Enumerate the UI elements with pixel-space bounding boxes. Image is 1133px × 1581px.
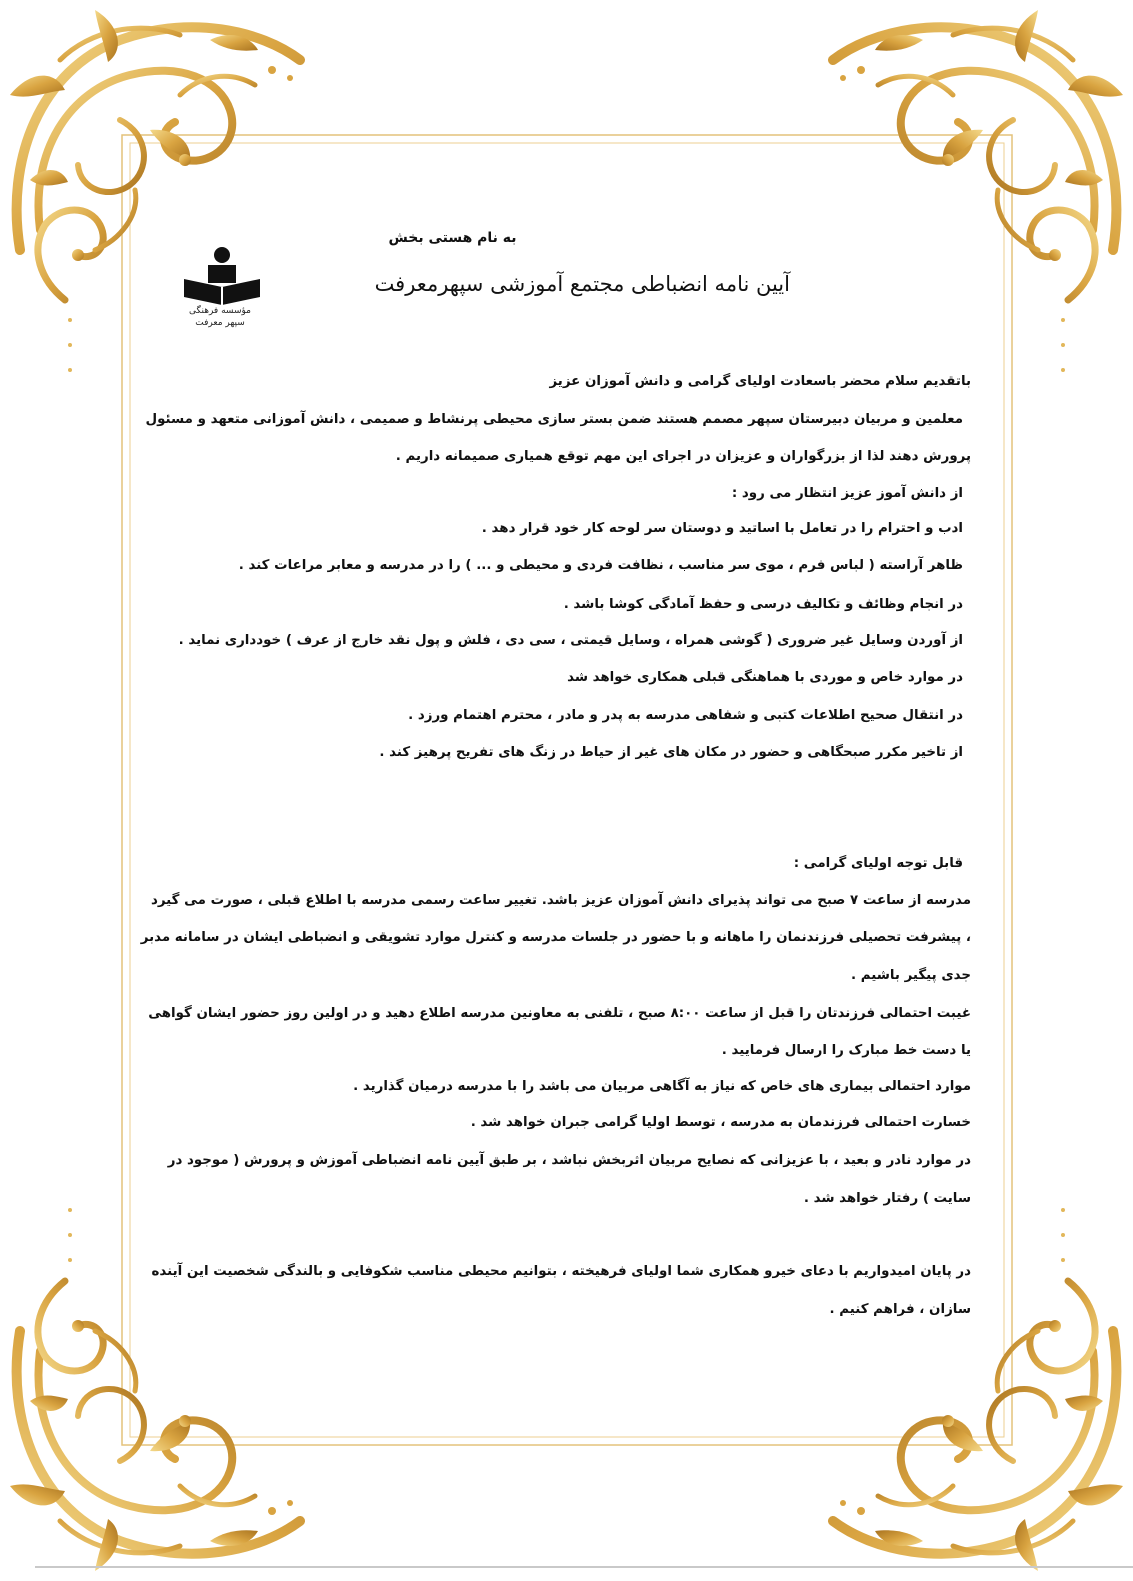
text-line: پرورش دهند لذا از بزرگواران و عزیزان در اجرای این مهم توقع همیاری صمیمانه داریم . — [395, 449, 971, 464]
text-line: باتقدیم سلام محضر باسعادت اولیای گرامی و دانش آموزان عزیز — [549, 374, 971, 389]
text-line: از آوردن وسایل غیر ضروری ( گوشی همراه ، وسایل قیمتی ، سی دی ، فلش و پول نقد خارج از عرف ) خودداری نماید . — [178, 633, 963, 648]
page-bottom-rule — [35, 1566, 1133, 1568]
invocation-heading: به نام هستی بخش — [388, 230, 517, 246]
text-line: در موارد نادر و بعید ، با عزیزانی که نصایح مربیان اثربخش نباشد ، بر طبق آیین نامه انضباطی آموزش و پرورش ( موجود در — [167, 1153, 971, 1168]
text-line: از دانش آموز عزیز انتظار می رود : — [731, 486, 963, 501]
text-line: در انتقال صحیح اطلاعات کتبی و شفاهی مدرسه به پدر و مادر ، محترم اهتمام ورزد . — [408, 708, 963, 723]
text-line: ادب و احترام را در تعامل با اساتید و دوستان سر لوحه کار خود قرار دهد . — [481, 521, 963, 536]
document-title: آیین نامه انضباطی مجتمع آموزشی سپهرمعرفت — [374, 272, 790, 296]
text-line: از تاخیر مکرر صبحگاهی و حضور در مکان های غیر از حیاط در زنگ های تفریح پرهیز کند . — [379, 745, 963, 760]
text-line: مدرسه از ساعت ۷ صبح می تواند پذیرای دانش آموزان عزیز باشد. تغییر ساعت رسمی مدرسه با اطلاع قبلی ، صورت می گیرد — [150, 893, 971, 908]
logo-text-line1: مؤسسه فرهنگی — [189, 306, 251, 316]
text-line: سازان ، فراهم کنیم . — [829, 1302, 971, 1317]
logo-text-line2: سپهر معرفت — [195, 318, 245, 328]
text-line: در انجام وظائف و تکالیف درسی و حفظ آمادگی کوشا باشد . — [563, 597, 963, 612]
text-line: در موارد خاص و موردی با هماهنگی قبلی همکاری خواهد شد — [567, 670, 963, 685]
text-line: غیبت احتمالی فرزندتان را قبل از ساعت ۸:۰۰ صبح ، تلفنی به معاونین مدرسه اطلاع دهید و در اولین روز حضور ایشان گواهی — [148, 1006, 971, 1021]
text-line: سایت ) رفتار خواهد شد . — [803, 1191, 971, 1206]
text-line: جدی پیگیر باشیم . — [851, 968, 971, 983]
text-line: ظاهر آراسته ( لباس فرم ، موی سر مناسب ، نظافت فردی و محیطی و ... ) را در مدرسه و معابر مراعات کند . — [238, 558, 963, 573]
text-line: یا دست خط مبارک را ارسال فرمایید . — [721, 1043, 971, 1058]
text-line: معلمین و مربیان دبیرستان سپهر مصمم هستند ضمن بستر سازی محیطی پرنشاط و صمیمی ، دانش آموزانی متعهد و مسئول — [145, 412, 963, 427]
text-line: خسارت احتمالی فرزندمان به مدرسه ، توسط اولیا گرامی جبران خواهد شد . — [470, 1115, 971, 1130]
text-line: ، پیشرفت تحصیلی فرزندنمان را ماهانه و با حضور در جلسات مدرسه و کنترل موارد تشویقی و انضباطی ایشان در سامانه مدبر — [140, 930, 971, 945]
section-heading: قابل توجه اولیای گرامی : — [793, 856, 963, 871]
text-line: در پایان امیدواریم با دعای خیرو همکاری شما اولیای فرهیخته ، بتوانیم محیطی مناسب شکوفایی و بالندگی شخصیت این آینده — [151, 1264, 971, 1279]
text-line: موارد احتمالی بیماری های خاص که نیاز به آگاهی مربیان می باشد را با مدرسه درمیان گذارید . — [353, 1079, 971, 1094]
